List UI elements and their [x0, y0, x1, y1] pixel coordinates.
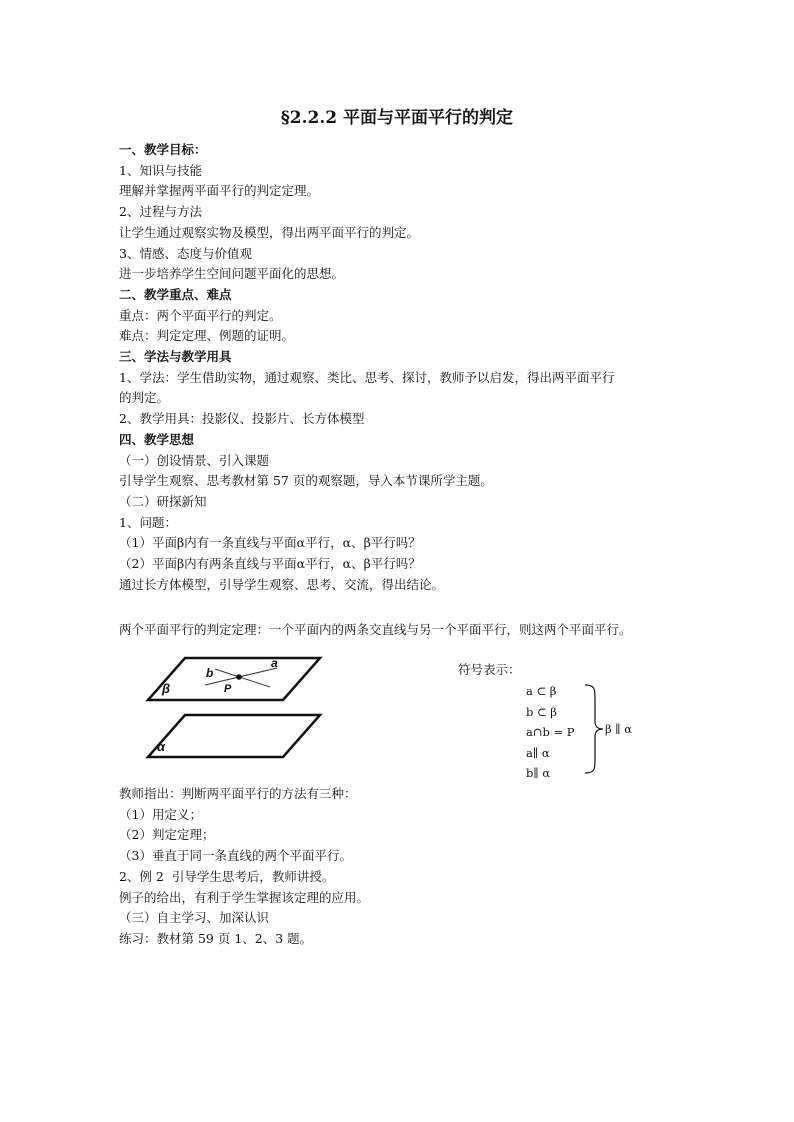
label-beta: β: [162, 681, 171, 696]
body-line: 练习：教材第 59 页 1、2、3 题。: [119, 930, 313, 946]
condition-line: a∩b = P: [526, 725, 575, 739]
body-line: 让学生通过观察实物及模型，得出两平面平行的判定。: [119, 224, 420, 240]
body-line: 2、过程与方法: [119, 204, 202, 220]
body-line: （一）创设情景、引入课题: [119, 452, 270, 468]
condition-line: b∥ α: [526, 766, 551, 780]
body-line: （2）平面β内有两条直线与平面α平行，α、β平行吗？: [119, 556, 421, 572]
right-brace: [583, 683, 605, 775]
symbol-conclusion: β ∥ α: [605, 722, 633, 736]
body-line: 引导学生观察、思考教材第 57 页的观察题，导入本节课所学主题。: [119, 473, 493, 489]
symbol-notation-title: 符号表示：: [458, 662, 521, 677]
body-line: 的判定。: [119, 390, 170, 406]
body-line: 教师指出：判断两平面平行的方法有三种：: [119, 786, 357, 801]
lesson-body-lower: [119, 784, 689, 950]
body-line: 1、知识与技能: [119, 162, 202, 178]
body-line: 3、情感、态度与价值观: [119, 245, 252, 261]
body-line: 理解并掌握两平面平行的判定定理。: [119, 183, 320, 199]
body-line: （二）研探新知: [119, 493, 207, 509]
body-line: 例子的给出，有利于学生掌握该定理的应用。: [119, 889, 370, 905]
symbol-notation-conditions: [526, 681, 575, 784]
body-line: 2、例 2 引导学生思考后，教师讲授。: [119, 868, 335, 884]
parallel-planes-figure: [140, 652, 330, 762]
theorem-statement: 两个平面平行的判定定理：一个平面内的两条交直线与另一个平面平行，则这两个平面平行。: [119, 622, 632, 637]
condition-line: a ⊂ β: [526, 684, 557, 698]
section-heading-objectives: 一、教学目标：: [119, 142, 207, 157]
body-line: （1）用定义；: [119, 806, 202, 822]
label-a: a: [271, 656, 278, 670]
body-line: 1、问题：: [119, 514, 177, 530]
body-line: 2、教学用具：投影仪、投影片、长方体模型: [119, 411, 365, 427]
plane-beta: [148, 658, 320, 700]
body-line: （2）判定定理；: [119, 827, 215, 843]
section-heading-methods: 三、学法与教学用具: [119, 349, 232, 365]
body-line: 通过长方体模型，引导学生观察、思考、交流，得出结论。: [119, 576, 445, 592]
condition-line: b ⊂ β: [526, 704, 557, 719]
body-line: 重点：两个平面平行的判定。: [119, 307, 282, 323]
body-line: （1）平面β内有一条直线与平面α平行，α、β平行吗？: [119, 535, 421, 551]
page-title: §2.2.2 平面与平面平行的判定: [280, 108, 514, 128]
point-p: [236, 674, 242, 680]
plane-alpha: [148, 715, 320, 757]
lesson-body: [119, 140, 689, 595]
condition-line: a∥ α: [526, 745, 550, 760]
body-line: 1、学法：学生借助实物，通过观察、类比、思考、探讨，教师予以启发，得出两平面平行: [119, 369, 615, 385]
body-line: （三）自主学习、加深认识: [119, 910, 270, 926]
label-p: P: [224, 683, 232, 695]
label-b: b: [206, 666, 214, 680]
section-heading-key-points: 二、教学重点、难点: [119, 286, 232, 302]
body-line: 难点：判定定理、例题的证明。: [119, 328, 295, 344]
body-line: （3）垂直于同一条直线的两个平面平行。: [119, 848, 352, 864]
label-alpha: α: [157, 739, 166, 754]
section-heading-teaching: 四、教学思想: [119, 431, 195, 447]
body-line: 进一步培养学生空间问题平面化的思想。: [119, 266, 345, 282]
